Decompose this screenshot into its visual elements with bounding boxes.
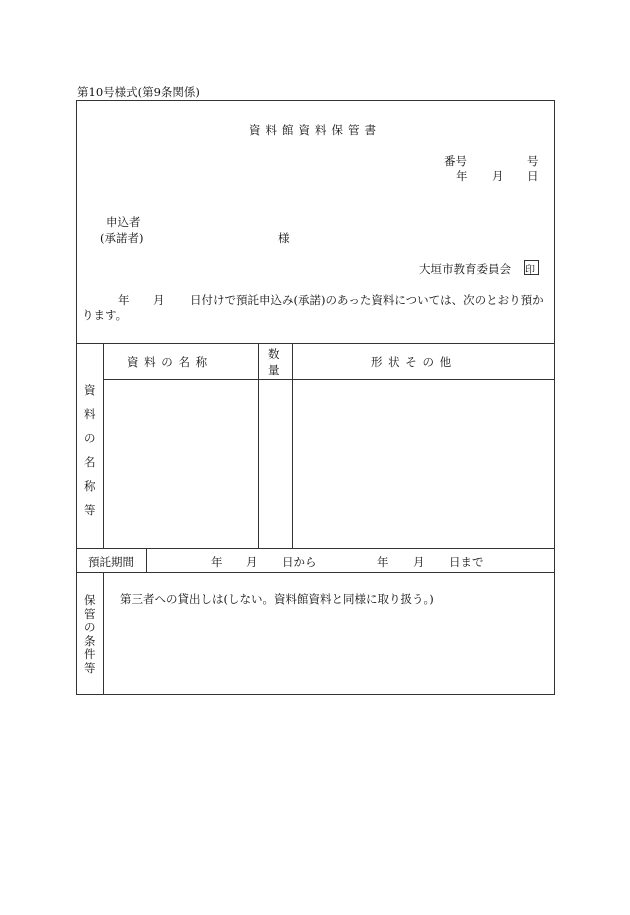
- column-header-quantity: [268, 346, 280, 378]
- document-title: 資料館資料保管書: [249, 123, 381, 137]
- applicant-alt-label: (承諾者): [100, 231, 144, 245]
- divider-table-header: [103, 379, 555, 380]
- side-label-char: の: [84, 620, 96, 634]
- applicant-honorific: 様: [278, 231, 290, 245]
- divider-qty-right: [292, 343, 293, 548]
- deposit-period-label: 預託期間: [88, 555, 134, 569]
- period-month-from: 月: [246, 555, 258, 569]
- issuer-name: 大垣市教育委員会: [419, 262, 511, 276]
- divider-period-label: [146, 548, 147, 572]
- divider-conditions-label: [103, 572, 104, 695]
- date-day: 日: [527, 169, 539, 183]
- side-label-conditions: [84, 594, 96, 675]
- date-month: 月: [492, 169, 504, 183]
- body-year: 年: [118, 293, 130, 307]
- number-suffix: 号: [527, 154, 539, 168]
- number-prefix: 番号: [444, 154, 467, 168]
- side-label-char: の: [84, 431, 96, 445]
- body-text-line2: ります。: [82, 308, 128, 322]
- divider-period-top: [76, 548, 555, 549]
- period-year-from: 年: [211, 555, 223, 569]
- side-label-char: 資: [84, 383, 96, 397]
- side-label-char: 等: [84, 660, 96, 675]
- column-header-shape: 形 状 そ の 他: [371, 355, 453, 369]
- body-text-line1: 日付けで預託申込み(承諾)のあった資料については、次のとおり預か: [190, 293, 544, 307]
- divider-side-label: [103, 343, 104, 548]
- applicant-label: 申込者: [106, 215, 141, 229]
- divider-period-bottom: [76, 572, 555, 573]
- period-month-to: 月: [413, 555, 425, 569]
- side-label-item-name: [84, 378, 96, 522]
- column-header-quantity-char2: 量: [268, 363, 280, 377]
- side-label-char: 管: [84, 606, 96, 621]
- side-label-char: 等: [84, 503, 96, 517]
- conditions-text: 第三者への貸出しは(しない。資料館資料と同様に取り扱う。): [120, 592, 434, 606]
- divider-top-table: [76, 343, 555, 344]
- seal-mark: 印: [525, 265, 535, 276]
- side-label-char: 称: [84, 479, 96, 493]
- side-label-char: 名: [84, 455, 96, 469]
- period-day-from: 日から: [282, 555, 317, 569]
- period-day-to: 日まで: [449, 555, 484, 569]
- column-header-quantity-char1: 数: [268, 347, 280, 361]
- body-month: 月: [153, 293, 165, 307]
- side-label-char: 料: [84, 407, 96, 421]
- period-year-to: 年: [377, 555, 389, 569]
- column-header-name: 資 料 の 名 称: [127, 355, 209, 369]
- date-year: 年: [456, 169, 468, 183]
- side-label-char: 件: [84, 647, 96, 661]
- side-label-char: 条: [84, 633, 96, 648]
- form-number-label: 第10号様式(第9条関係): [77, 85, 200, 99]
- divider-qty-left: [258, 343, 259, 548]
- side-label-char: 保: [84, 593, 96, 607]
